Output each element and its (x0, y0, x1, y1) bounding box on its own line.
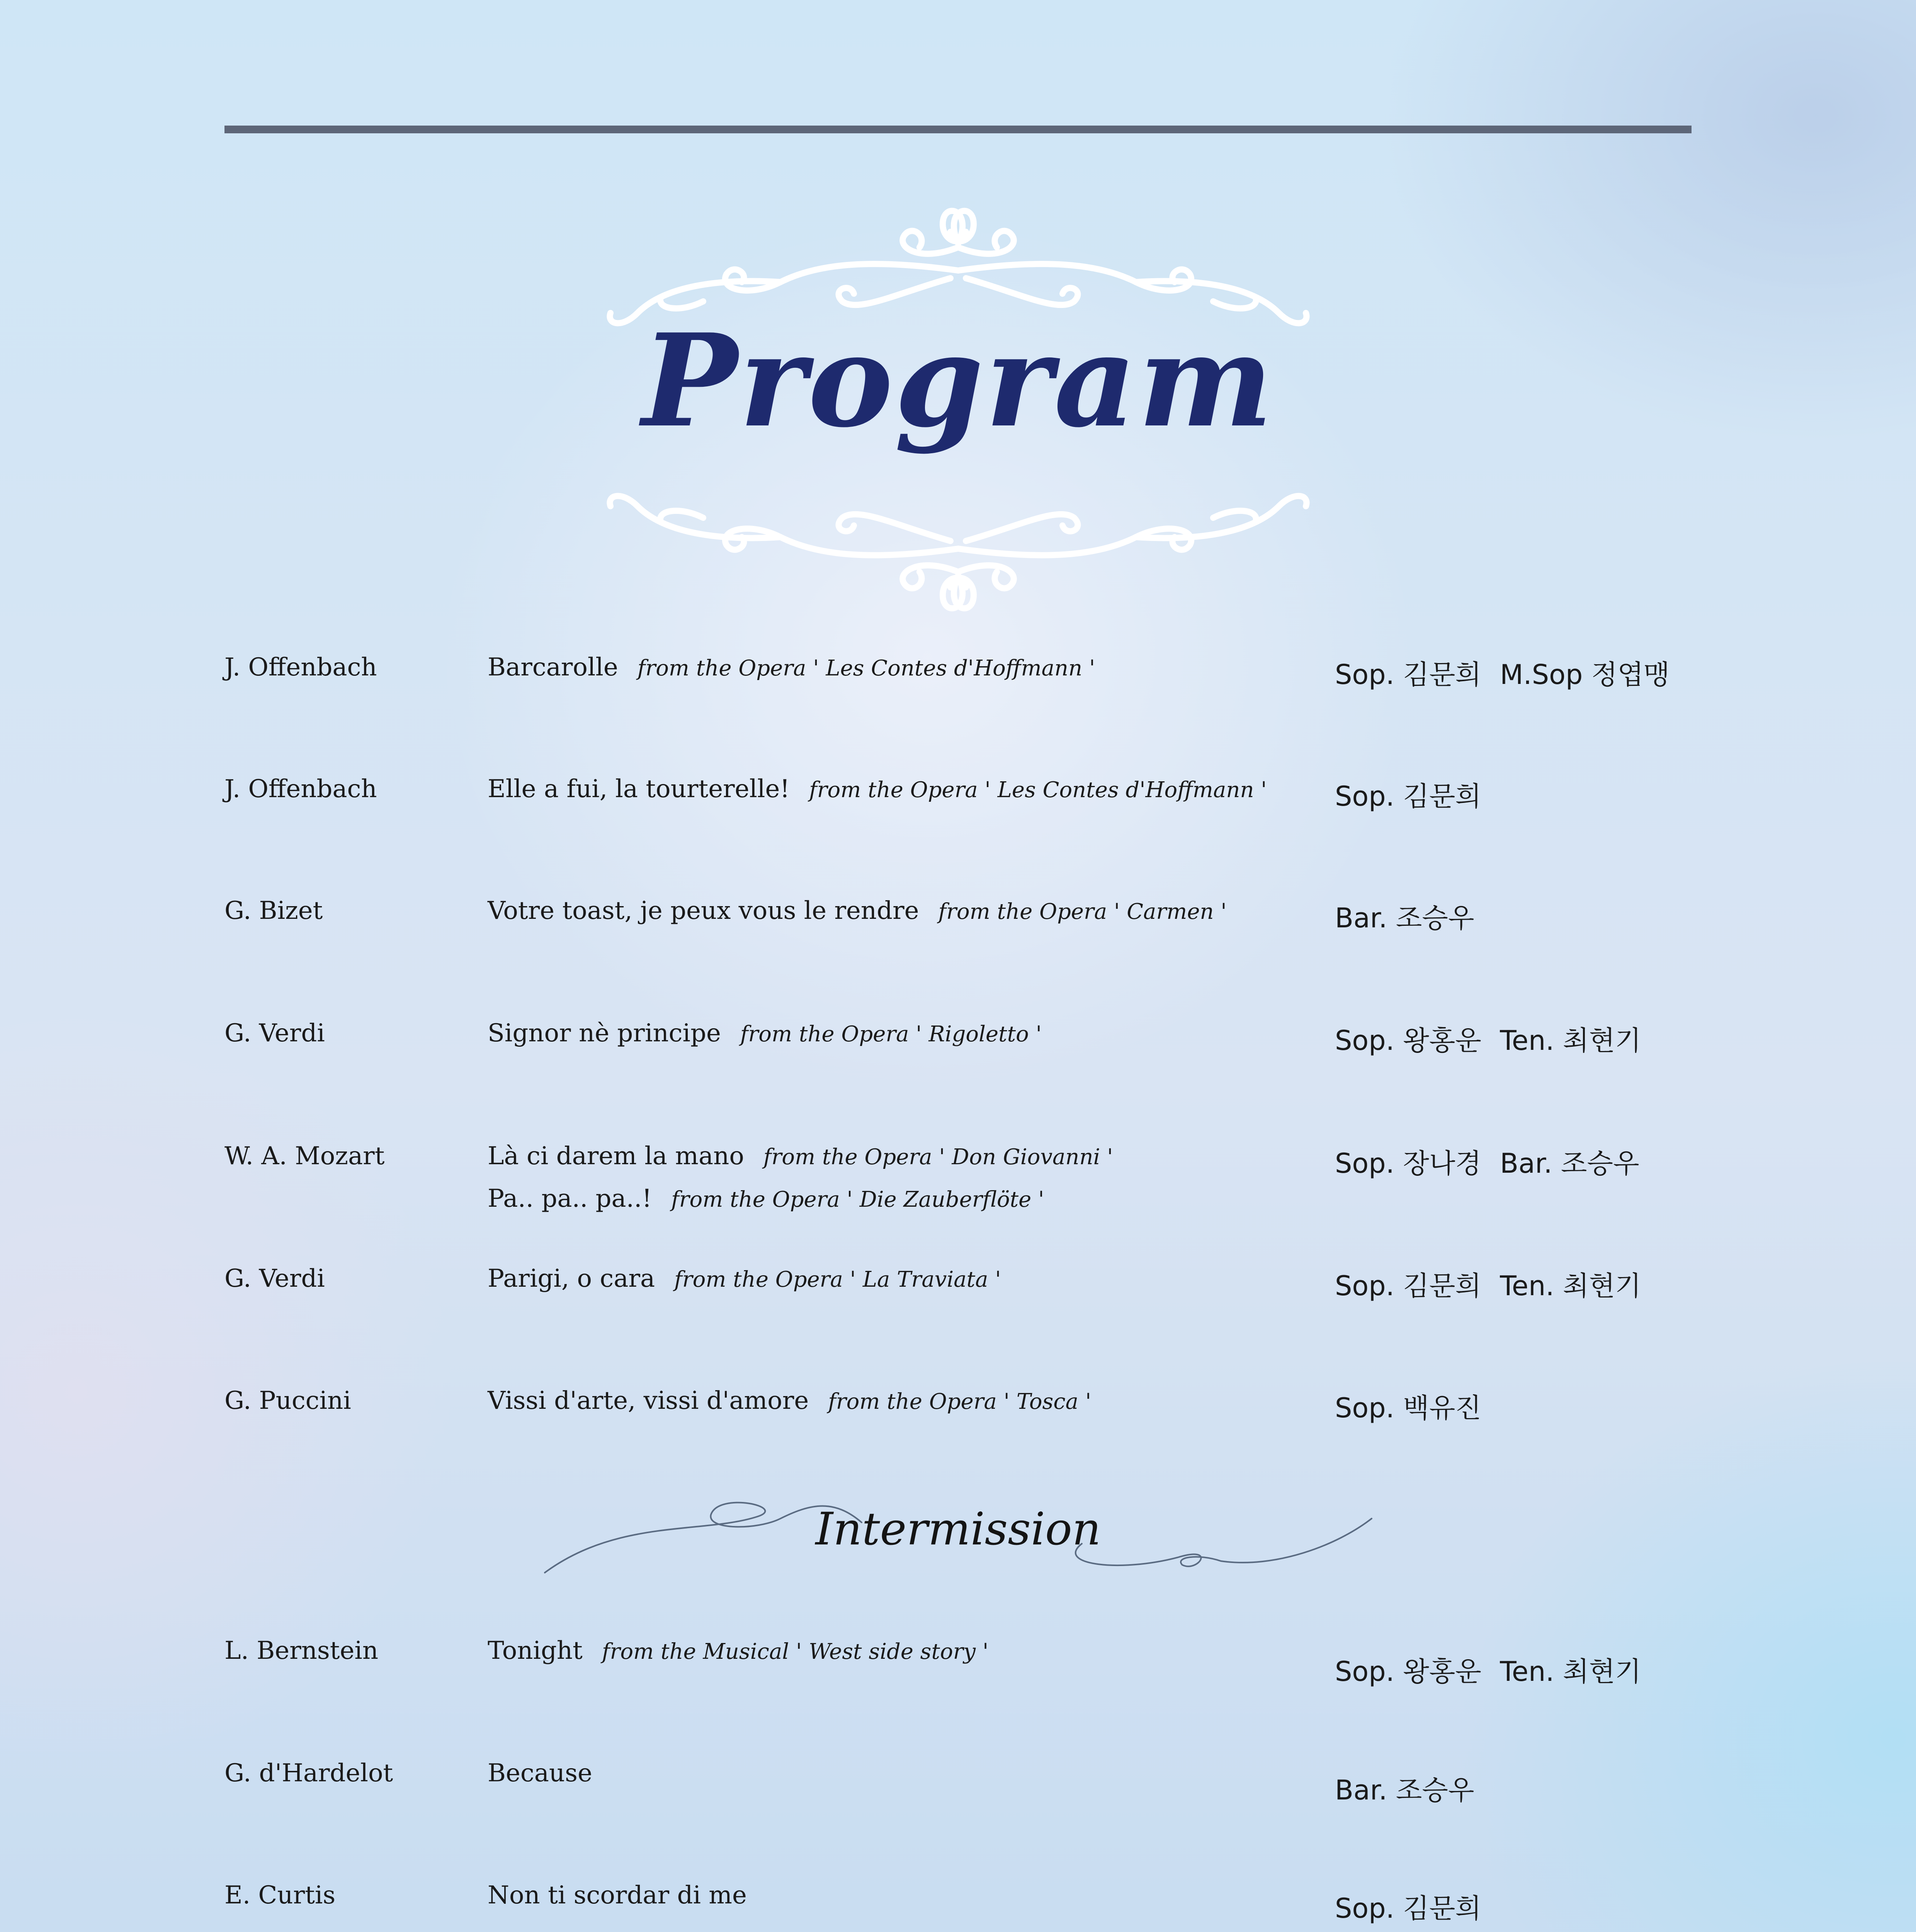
composer-name: G. Verdi (224, 1264, 325, 1293)
program-row (0, 1264, 1916, 1342)
composer-name: L. Bernstein (224, 1636, 379, 1665)
program-row (0, 653, 1916, 730)
work-title (488, 1386, 1307, 1415)
work-title (488, 896, 1307, 925)
program-row (0, 1636, 1916, 1714)
piece-title: Pa.. pa.. pa..! (488, 1184, 652, 1213)
program-row (0, 1142, 1916, 1242)
performer: Ten. 최현기 (1500, 1270, 1641, 1302)
performer: Sop. 왕홍운 (1335, 1656, 1482, 1687)
performers (1335, 896, 1721, 935)
program-row (0, 896, 1916, 974)
piece-source: from the Opera ' Don Giovanni ' (763, 1145, 1113, 1170)
top-rule (224, 126, 1692, 133)
program-row (0, 1759, 1916, 1836)
performer: Sop. 김문희 (1335, 1270, 1482, 1302)
piece-source: from the Opera ' Les Contes d'Hoffmann ' (809, 777, 1267, 803)
piece-title: Elle a fui, la tourterelle! (488, 775, 790, 803)
piece-title: Because (488, 1759, 592, 1787)
composer-name: J. Offenbach (224, 775, 377, 803)
work-title (488, 1142, 1307, 1213)
performers (1335, 775, 1721, 814)
performer: Ten. 최현기 (1500, 1656, 1641, 1687)
piece-title: Parigi, o cara (488, 1264, 655, 1293)
piece-source: from the Opera ' Carmen ' (938, 899, 1227, 924)
performer: Ten. 최현기 (1500, 1025, 1641, 1056)
work-title (488, 1264, 1307, 1293)
title-ornament-frame (603, 185, 1314, 634)
performer: M.Sop 정엽맹 (1500, 659, 1670, 690)
performer: Sop. 김문희 (1335, 1893, 1482, 1924)
performer: Bar. 조승우 (1335, 902, 1474, 934)
piece-title: Là ci darem la mano (488, 1142, 744, 1170)
performers (1335, 1019, 1721, 1058)
work-title (488, 653, 1307, 682)
performer: Sop. 김문희 (1335, 781, 1482, 812)
performers (1335, 1264, 1721, 1303)
piece-title: Tonight (488, 1636, 583, 1665)
piece-source: from the Opera ' Rigoletto ' (740, 1022, 1042, 1047)
performer: Sop. 김문희 (1335, 659, 1482, 690)
piece-title: Vissi d'arte, vissi d'amore (488, 1386, 809, 1415)
piece-title: Barcarolle (488, 653, 618, 682)
piece-title: Votre toast, je peux vous le rendre (488, 896, 919, 925)
performers (1335, 1386, 1721, 1425)
work-title (488, 775, 1307, 803)
composer-name: J. Offenbach (224, 653, 377, 682)
composer-name: W. A. Mozart (224, 1142, 385, 1170)
performers (1335, 1650, 1721, 1689)
piece-source: from the Opera ' Les Contes d'Hoffmann ' (637, 656, 1095, 681)
performers (1335, 1769, 1721, 1808)
program-row (0, 1386, 1916, 1464)
piece-source: from the Opera ' Tosca ' (828, 1389, 1091, 1414)
program-row (0, 775, 1916, 852)
performers (1335, 1887, 1721, 1926)
piece-source: from the Opera ' La Traviata ' (674, 1267, 1001, 1292)
performers (1335, 653, 1721, 692)
piece-title: Non ti scordar di me (488, 1881, 747, 1910)
work-title (488, 1759, 1307, 1787)
composer-name: G. Puccini (224, 1386, 351, 1415)
work-title (488, 1881, 1307, 1910)
program-row (0, 1019, 1916, 1096)
performer: Sop. 백유진 (1335, 1392, 1482, 1424)
page-title: Program (642, 306, 1275, 456)
composer-name: G. d'Hardelot (224, 1759, 393, 1787)
work-title (488, 1019, 1307, 1048)
piece-source: from the Musical ' West side story ' (602, 1639, 989, 1664)
performers (1335, 1142, 1721, 1181)
program-row (0, 1881, 1916, 1932)
performer: Sop. 왕홍운 (1335, 1025, 1482, 1056)
piece-source: from the Opera ' Die Zauberflöte ' (671, 1187, 1044, 1212)
work-title (488, 1636, 1307, 1665)
performer: Bar. 조승우 (1500, 1148, 1639, 1179)
piece-title: Signor nè principe (488, 1019, 721, 1048)
performer: Bar. 조승우 (1335, 1774, 1474, 1806)
performer: Sop. 장나경 (1335, 1148, 1482, 1179)
composer-name: E. Curtis (224, 1881, 336, 1910)
intermission-label: Intermission (815, 1503, 1101, 1555)
intermission-divider (541, 1476, 1383, 1600)
composer-name: G. Bizet (224, 896, 323, 925)
composer-name: G. Verdi (224, 1019, 325, 1048)
